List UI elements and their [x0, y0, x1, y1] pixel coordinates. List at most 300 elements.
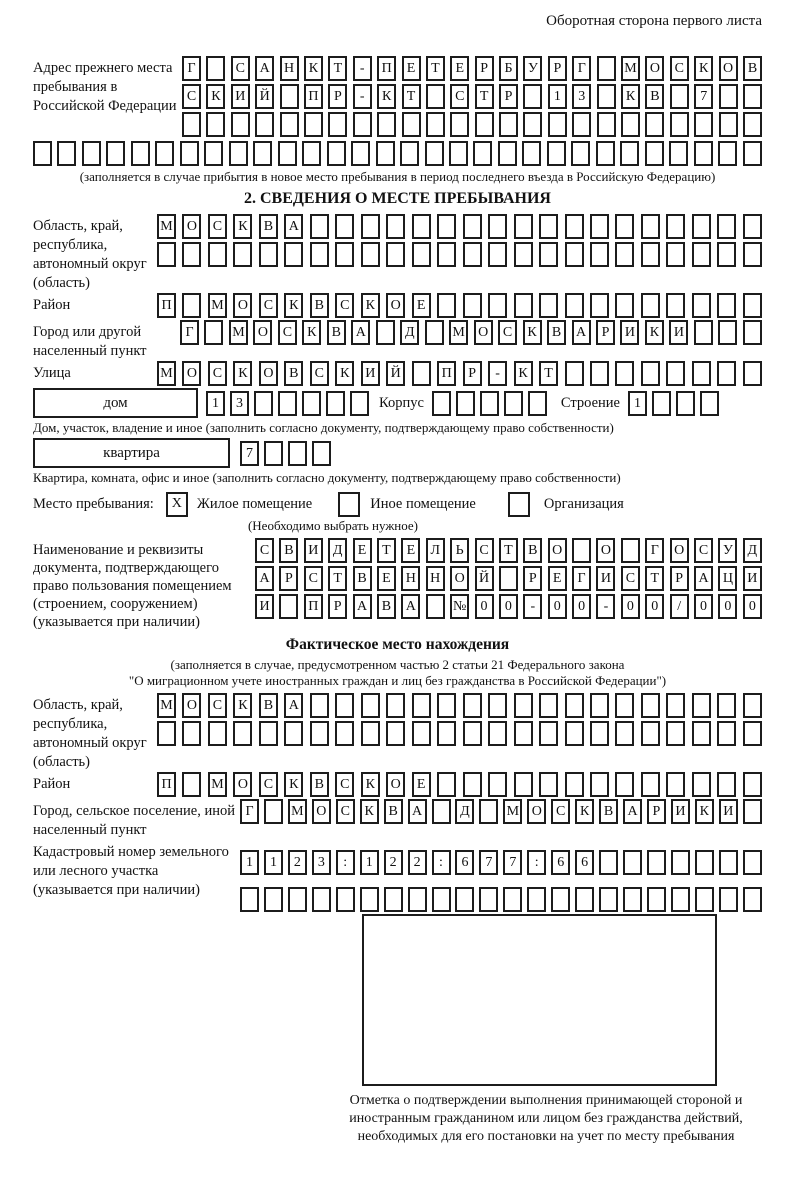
actual-city-block: [33, 799, 762, 840]
char-box: [743, 361, 762, 386]
char-box: [498, 141, 517, 166]
prev-address-row-2: [182, 84, 762, 109]
char-box: Р: [475, 56, 494, 81]
char-box: 0: [572, 594, 591, 619]
char-box: [412, 361, 431, 386]
char-box: [597, 56, 616, 81]
char-box: К: [304, 56, 323, 81]
char-box: А: [694, 566, 713, 591]
char-box: Р: [523, 566, 542, 591]
char-box: [641, 693, 660, 718]
char-box: М: [229, 320, 248, 345]
char-box: [233, 721, 252, 746]
char-box: К: [361, 772, 380, 797]
region-label: Область, край, республика, автономный округ (область): [33, 218, 147, 291]
char-box: Р: [548, 56, 567, 81]
char-box: [426, 112, 445, 137]
char-box: [666, 721, 685, 746]
char-box: [623, 887, 642, 912]
char-box: 1: [548, 84, 567, 109]
char-box: А: [353, 594, 372, 619]
char-box: Й: [475, 566, 494, 591]
char-box: О: [386, 772, 405, 797]
char-box: И: [620, 320, 639, 345]
char-box: [551, 887, 570, 912]
char-box: К: [233, 361, 252, 386]
prev-address-block: [33, 56, 762, 137]
city-row: [180, 320, 762, 345]
char-box: [676, 391, 695, 416]
char-box: К: [233, 693, 252, 718]
char-box: [488, 693, 507, 718]
char-box: [157, 242, 176, 267]
char-box: Н: [401, 566, 420, 591]
char-box: 1: [628, 391, 647, 416]
char-box: В: [279, 538, 298, 563]
char-box: А: [255, 566, 274, 591]
region-block: [33, 214, 762, 293]
char-box: [590, 361, 609, 386]
char-box: [565, 293, 584, 318]
char-box: [590, 214, 609, 239]
section2-header: 2. СВЕДЕНИЯ О МЕСТЕ ПРЕБЫВАНИЯ: [244, 190, 551, 207]
char-box: [288, 887, 307, 912]
char-box: 0: [548, 594, 567, 619]
char-box: [692, 293, 711, 318]
char-box: [456, 391, 475, 416]
char-box: [57, 141, 76, 166]
char-box: [310, 214, 329, 239]
char-box: А: [401, 594, 420, 619]
char-box: А: [351, 320, 370, 345]
char-box: [353, 112, 372, 137]
house-number-boxes: [206, 391, 369, 416]
char-box: [432, 887, 451, 912]
char-box: Т: [645, 566, 664, 591]
char-box: [743, 214, 762, 239]
char-box: Г: [240, 799, 259, 824]
char-box: Р: [596, 320, 615, 345]
char-box: Г: [572, 56, 591, 81]
char-box: [437, 721, 456, 746]
char-box: Е: [402, 56, 421, 81]
char-box: [426, 594, 445, 619]
char-box: [597, 112, 616, 137]
char-box: [182, 242, 201, 267]
char-box: Т: [328, 56, 347, 81]
char-box: 0: [499, 594, 518, 619]
char-box: [488, 214, 507, 239]
char-box: [692, 361, 711, 386]
char-box: [284, 242, 303, 267]
char-box: С: [259, 772, 278, 797]
checkbox-organization: [508, 492, 530, 517]
char-box: [522, 141, 541, 166]
char-box: О: [233, 772, 252, 797]
char-box: [590, 772, 609, 797]
char-box: [565, 772, 584, 797]
char-box: [488, 721, 507, 746]
char-box: [412, 242, 431, 267]
char-box: [572, 538, 591, 563]
char-box: [335, 242, 354, 267]
char-box: О: [670, 538, 689, 563]
char-box: [280, 112, 299, 137]
char-box: Е: [412, 772, 431, 797]
prev-address-row-1: [182, 56, 762, 81]
char-box: С: [551, 799, 570, 824]
actual-district-block: [33, 772, 762, 797]
char-box: 2: [384, 850, 403, 875]
char-box: [233, 242, 252, 267]
char-box: [514, 721, 533, 746]
char-box: [231, 112, 250, 137]
char-box: [571, 141, 590, 166]
char-box: [499, 566, 518, 591]
char-box: А: [255, 56, 274, 81]
char-box: И: [669, 320, 688, 345]
char-box: [623, 850, 642, 875]
char-box: Е: [450, 56, 469, 81]
char-box: [82, 141, 101, 166]
char-box: И: [231, 84, 250, 109]
char-box: [475, 112, 494, 137]
char-box: [463, 242, 482, 267]
char-box: О: [182, 361, 201, 386]
char-box: [641, 772, 660, 797]
char-box: [463, 214, 482, 239]
char-box: 2: [288, 850, 307, 875]
char-box: Т: [475, 84, 494, 109]
char-box: К: [621, 84, 640, 109]
char-box: 0: [694, 594, 713, 619]
char-box: [412, 214, 431, 239]
char-box: [641, 293, 660, 318]
char-box: 7: [694, 84, 713, 109]
char-box: [666, 242, 685, 267]
char-box: [695, 887, 714, 912]
char-box: [206, 56, 225, 81]
char-box: [539, 721, 558, 746]
char-box: [565, 693, 584, 718]
char-box: [590, 693, 609, 718]
char-box: В: [327, 320, 346, 345]
char-box: [182, 772, 201, 797]
char-box: 2: [408, 850, 427, 875]
street-row: [157, 361, 762, 386]
char-box: С: [255, 538, 274, 563]
char-box: [328, 112, 347, 137]
char-box: С: [621, 566, 640, 591]
cadastre-row-2: [240, 887, 762, 912]
char-box: К: [575, 799, 594, 824]
char-box: [527, 887, 546, 912]
char-box: №: [450, 594, 469, 619]
char-box: [280, 84, 299, 109]
char-box: О: [450, 566, 469, 591]
char-box: М: [503, 799, 522, 824]
char-box: И: [671, 799, 690, 824]
char-box: [743, 141, 762, 166]
char-box: М: [288, 799, 307, 824]
char-box: [327, 141, 346, 166]
char-box: В: [310, 293, 329, 318]
char-box: [33, 141, 52, 166]
char-box: Т: [539, 361, 558, 386]
house-row: [33, 388, 762, 418]
char-box: [692, 721, 711, 746]
char-box: [599, 887, 618, 912]
char-box: [539, 693, 558, 718]
stroenie-boxes: [628, 391, 719, 416]
char-box: [278, 141, 297, 166]
char-box: М: [621, 56, 640, 81]
checkbox-other-premise: [338, 492, 360, 517]
char-box: О: [182, 693, 201, 718]
char-box: Л: [426, 538, 445, 563]
district-label: Район: [33, 297, 71, 313]
char-box: [479, 887, 498, 912]
char-box: М: [157, 693, 176, 718]
char-box: 3: [312, 850, 331, 875]
char-box: [666, 293, 685, 318]
char-box: [717, 293, 736, 318]
char-box: [106, 141, 125, 166]
char-box: [717, 361, 736, 386]
char-box: [361, 214, 380, 239]
char-box: [718, 320, 737, 345]
char-box: [694, 141, 713, 166]
char-box: [743, 84, 762, 109]
house-field-box: дом: [33, 388, 198, 418]
char-box: Р: [647, 799, 666, 824]
char-box: П: [437, 361, 456, 386]
char-box: [719, 850, 738, 875]
char-box: [412, 693, 431, 718]
char-box: [620, 141, 639, 166]
actual-region-row-2: [157, 721, 762, 746]
char-box: К: [284, 772, 303, 797]
char-box: Г: [572, 566, 591, 591]
char-box: [157, 721, 176, 746]
char-box: [565, 242, 584, 267]
char-box: Е: [401, 538, 420, 563]
prev-address-note: (заполняется в случае прибытия в новое место пребывания в период последнего въезда в Российскую Федерацию): [79, 169, 716, 184]
char-box: [400, 141, 419, 166]
char-box: [504, 391, 523, 416]
char-box: К: [377, 84, 396, 109]
char-box: А: [284, 693, 303, 718]
char-box: С: [335, 293, 354, 318]
char-box: [645, 141, 664, 166]
char-box: [743, 772, 762, 797]
char-box: [386, 693, 405, 718]
stay-place-row: [33, 491, 762, 517]
char-box: [432, 799, 451, 824]
char-box: Й: [255, 84, 274, 109]
char-box: [514, 772, 533, 797]
cadastre-rows: [240, 840, 762, 912]
char-box: [204, 141, 223, 166]
checkbox-residential: X: [166, 492, 188, 517]
char-box: Т: [328, 566, 347, 591]
document-block: [33, 538, 762, 631]
char-box: К: [335, 361, 354, 386]
char-box: [692, 693, 711, 718]
char-box: И: [255, 594, 274, 619]
char-box: [590, 721, 609, 746]
char-box: Е: [377, 566, 396, 591]
char-box: [336, 887, 355, 912]
char-box: [310, 242, 329, 267]
char-box: Р: [328, 594, 347, 619]
prev-address-label: Адрес прежнего места пребывания в Российской Федерации: [33, 60, 177, 114]
char-box: [539, 214, 558, 239]
char-box: [376, 320, 395, 345]
char-box: [182, 112, 201, 137]
option-organization-label: Организация: [543, 495, 624, 512]
char-box: -: [596, 594, 615, 619]
char-box: С: [278, 320, 297, 345]
char-box: [743, 293, 762, 318]
char-box: [514, 693, 533, 718]
char-box: [719, 887, 738, 912]
char-box: В: [259, 214, 278, 239]
char-box: [717, 721, 736, 746]
char-box: И: [719, 799, 738, 824]
char-box: 6: [575, 850, 594, 875]
actual-region-row-1: [157, 693, 762, 718]
char-box: Й: [386, 361, 405, 386]
char-box: [182, 293, 201, 318]
char-box: К: [360, 799, 379, 824]
char-box: [743, 693, 762, 718]
char-box: 0: [743, 594, 762, 619]
char-box: -: [353, 84, 372, 109]
char-box: -: [488, 361, 507, 386]
actual-region-label: Область, край, республика, автономный округ (область): [33, 697, 147, 770]
prev-address-row-4: [33, 141, 762, 166]
region-rows: [157, 214, 762, 267]
char-box: Д: [328, 538, 347, 563]
char-box: [670, 112, 689, 137]
char-box: О: [259, 361, 278, 386]
char-box: [463, 721, 482, 746]
actual-city-label: Город, сельское поселение, иной населенный пункт: [33, 803, 236, 838]
char-box: [288, 441, 307, 466]
char-box: [615, 293, 634, 318]
page-title: Оборотная сторона первого листа: [546, 13, 762, 29]
char-box: [743, 721, 762, 746]
char-box: [717, 772, 736, 797]
char-box: [671, 850, 690, 875]
char-box: [264, 887, 283, 912]
street-label: Улица: [33, 365, 71, 381]
char-box: [386, 242, 405, 267]
char-box: [304, 112, 323, 137]
apartment-row: [33, 438, 762, 468]
char-box: С: [336, 799, 355, 824]
char-box: [463, 772, 482, 797]
char-box: [523, 112, 542, 137]
document-row-2: [255, 566, 762, 591]
stamp-box: [362, 914, 717, 1086]
char-box: [590, 293, 609, 318]
char-box: [641, 361, 660, 386]
char-box: С: [310, 361, 329, 386]
char-box: Т: [426, 56, 445, 81]
char-box: В: [310, 772, 329, 797]
char-box: О: [527, 799, 546, 824]
char-box: [694, 320, 713, 345]
char-box: 0: [621, 594, 640, 619]
char-box: [615, 214, 634, 239]
char-box: В: [599, 799, 618, 824]
char-box: [312, 887, 331, 912]
char-box: [528, 391, 547, 416]
char-box: 6: [551, 850, 570, 875]
char-box: [450, 112, 469, 137]
korpus-label: Корпус: [379, 394, 424, 411]
char-box: :: [432, 850, 451, 875]
char-box: [666, 214, 685, 239]
actual-district-row: [157, 772, 762, 797]
char-box: [717, 214, 736, 239]
actual-location-note-2: "О миграционном учете иностранных граждан и лиц без гражданства в Российской Федерации"): [128, 673, 667, 688]
char-box: [503, 887, 522, 912]
option-residential-label: Жилое помещение: [196, 495, 313, 512]
char-box: Р: [670, 566, 689, 591]
char-box: П: [304, 84, 323, 109]
char-box: [326, 391, 345, 416]
char-box: [302, 141, 321, 166]
char-box: 6: [455, 850, 474, 875]
char-box: [351, 141, 370, 166]
char-box: [717, 693, 736, 718]
char-box: [437, 693, 456, 718]
char-box: У: [523, 56, 542, 81]
char-box: [670, 84, 689, 109]
char-box: [361, 721, 380, 746]
char-box: [743, 850, 762, 875]
char-box: [335, 721, 354, 746]
char-box: [426, 84, 445, 109]
char-box: [641, 242, 660, 267]
char-box: О: [312, 799, 331, 824]
char-box: [615, 361, 634, 386]
char-box: [254, 391, 273, 416]
char-box: С: [304, 566, 323, 591]
char-box: [666, 361, 685, 386]
char-box: [310, 693, 329, 718]
char-box: :: [527, 850, 546, 875]
char-box: О: [386, 293, 405, 318]
document-row-3: [255, 594, 762, 619]
char-box: [597, 84, 616, 109]
char-box: [335, 214, 354, 239]
char-box: И: [304, 538, 323, 563]
house-note: Дом, участок, владение и иное (заполнить согласно документу, подтверждающему право собственности): [33, 420, 614, 435]
char-box: 7: [503, 850, 522, 875]
char-box: М: [208, 772, 227, 797]
char-box: К: [695, 799, 714, 824]
option-other-premise-label: Иное помещение: [370, 495, 476, 512]
char-box: 3: [572, 84, 591, 109]
actual-region-block: [33, 693, 762, 772]
char-box: Г: [180, 320, 199, 345]
char-box: П: [377, 56, 396, 81]
apartment-field-box: квартира: [33, 438, 230, 468]
